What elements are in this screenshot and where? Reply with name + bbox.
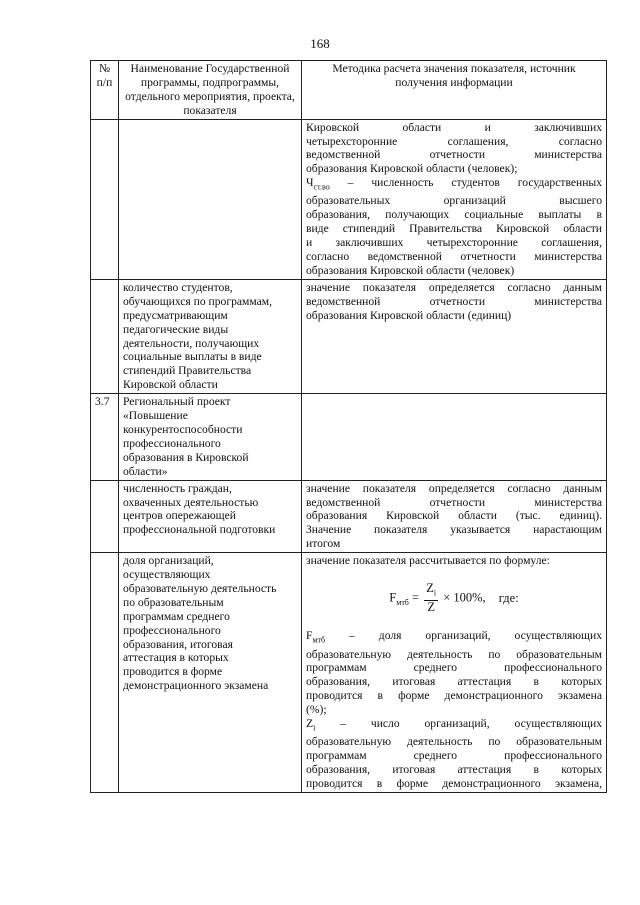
row-name-cell: доля организаций, осуществляющих образовательную деятельность по образовательным программам среднего профессионального образования, итоговая аттестация в которых проводится в форме демонстрационного экзамена: [119, 553, 302, 793]
row-number-cell: 3.7: [91, 394, 119, 480]
formula: $F_{мтб}$ = $\frac{Z_i}{Z}$ × 100%, где:: [389, 581, 519, 615]
table-row: [91, 553, 607, 793]
page-number: 168: [310, 36, 330, 51]
header-name: Наименование Государственной программы, подпрограммы, отдельного мероприятия, проекта, показателя: [119, 61, 302, 120]
row-name-cell: количество студентов, обучающихся по программам, предусматривающим педагогические виды деятельности, получающих социальные выплаты в виде стипендий Правительства Кировской области: [119, 279, 302, 393]
table-row: [91, 394, 607, 480]
row-method-cell: значение показателя определяется согласно данным ведомственной отчетности министерства образования Кировской области (тыс. единиц). Значение показателя указывается нарастающим итогом: [302, 480, 607, 553]
row-name-cell: [119, 119, 302, 279]
table-header-row: [91, 61, 607, 120]
header-number: № п/п: [91, 61, 119, 120]
row-number-cell: [91, 553, 119, 793]
header-method: Методика расчета значения показателя, источник получения информации: [302, 61, 607, 120]
row-number-cell: [91, 279, 119, 393]
symbol-students: $Ч_{ст.во}$: [306, 176, 330, 192]
table-row: [91, 279, 607, 393]
formula-fraction: $\frac{Z_i}{Z}$: [426, 581, 437, 615]
row-method-cell: значение показателя рассчитывается по формуле: $F_{мтб}$ = $\frac{Z_i}{Z}$ × 100%, где: $F_{мтб}$ – доля организаций, осуществляющих образовательную деятельность по образовательным программам среднего профессионального образования, итоговая аттестация в которых проводится в форме демонстрационного экзамена (%); $Z_i$ – число организаций, осуществляющих образовательную деятельность по образовательным программам среднего профессионального образования, итоговая аттестация в которых проводится в форме демонстрационного экзамена,: [302, 553, 607, 793]
row-method-cell: [302, 394, 607, 480]
row-method-cell: Кировской области и заключивших четырехсторонние соглашения, согласно ведомственной отчетности министерства образования Кировской области (человек); $Ч_{ст.во}$ – численность студентов государственных образовательных организаций высшего образования, получающих социальные выплаты в виде стипендий Правительства Кировской области и заключивших четырехсторонние соглашения, согласно ведомственной отчетности министерства образования Кировской области (человек): [302, 119, 607, 279]
table-row: [91, 119, 607, 279]
row-number-cell: [91, 480, 119, 553]
row-method-cell: значение показателя определяется согласно данным ведомственной отчетности министерства образования Кировской области (единиц): [302, 279, 607, 393]
table-row: [91, 480, 607, 553]
symbol-share: $F_{мтб}$: [306, 629, 326, 645]
indicators-table: [90, 60, 607, 793]
row-name-cell: Региональный проект «Повышение конкурентоспособности профессионального образования в Кировской области»: [119, 394, 302, 480]
row-name-cell: численность граждан, охваченных деятельностью центров опережающей профессиональной подготовки: [119, 480, 302, 553]
row-number-cell: [91, 119, 119, 279]
symbol-count: $Z_i$: [306, 717, 316, 733]
